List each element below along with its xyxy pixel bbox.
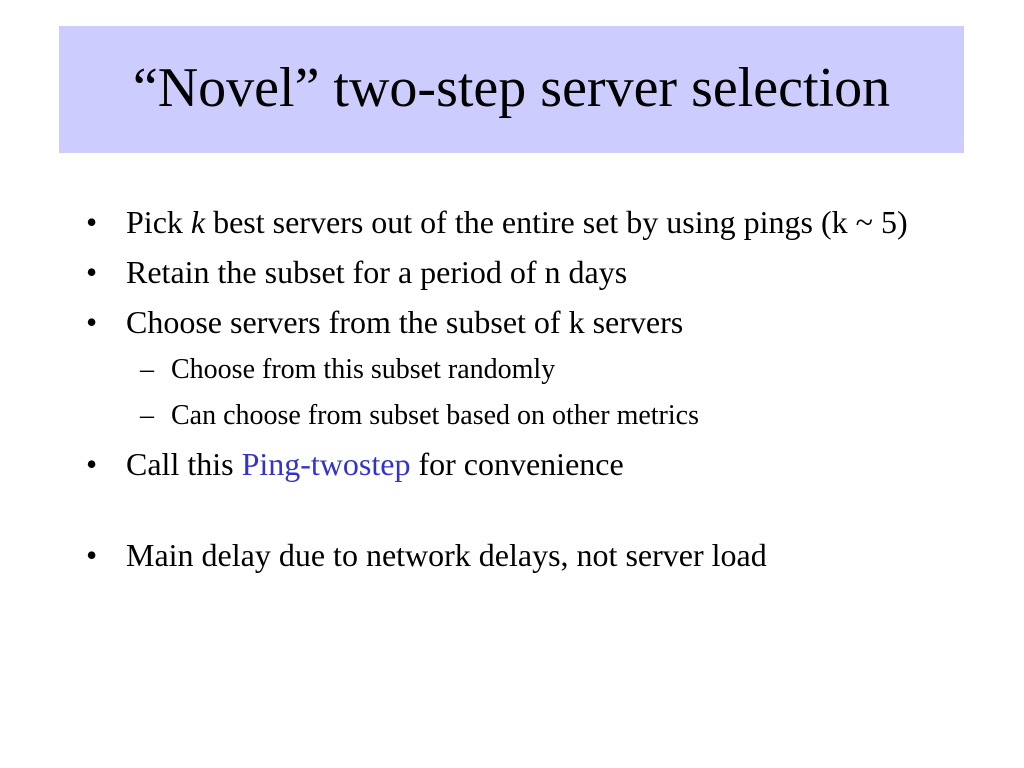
bullet-marker: •: [86, 446, 98, 482]
bullet-marker: •: [86, 254, 98, 290]
bullet-text-pre: Pick: [126, 204, 191, 240]
bullet-item: [86, 253, 946, 291]
bullet-item: [86, 203, 946, 241]
bullet-item: [86, 536, 946, 574]
sub-bullet-text: Choose from this subset randomly: [171, 354, 556, 385]
bullet-item: [86, 445, 946, 483]
bullet-text-post: best servers out of the entire set by using pings (k ~ 5): [205, 204, 908, 240]
slide-title: “Novel” two-step server selection: [132, 56, 891, 119]
title-band: [59, 26, 964, 153]
sub-bullet-item: [86, 399, 946, 433]
bullet-marker: •: [86, 204, 98, 240]
bullet-text: Main delay due to network delays, not server load: [126, 537, 767, 573]
bullet-marker: •: [86, 304, 98, 340]
bullet-text-italic-k: k: [190, 204, 206, 240]
slide-content: [86, 203, 946, 586]
sub-bullet-item: [86, 353, 946, 387]
bullet-text: Choose servers from the subset of k servers: [126, 304, 684, 340]
highlighted-term: Ping-twostep: [241, 446, 411, 482]
bullet-item: [86, 303, 946, 341]
bullet-text-pre: Call this: [126, 446, 242, 482]
dash-marker: –: [140, 400, 154, 431]
sub-bullet-text: Can choose from subset based on other metrics: [171, 400, 699, 431]
bullet-marker: •: [86, 537, 98, 573]
dash-marker: –: [140, 354, 154, 385]
bullet-text: Retain the subset for a period of n days: [126, 254, 628, 290]
bullet-text-post: for convenience: [410, 446, 624, 482]
spacer: [86, 495, 946, 536]
